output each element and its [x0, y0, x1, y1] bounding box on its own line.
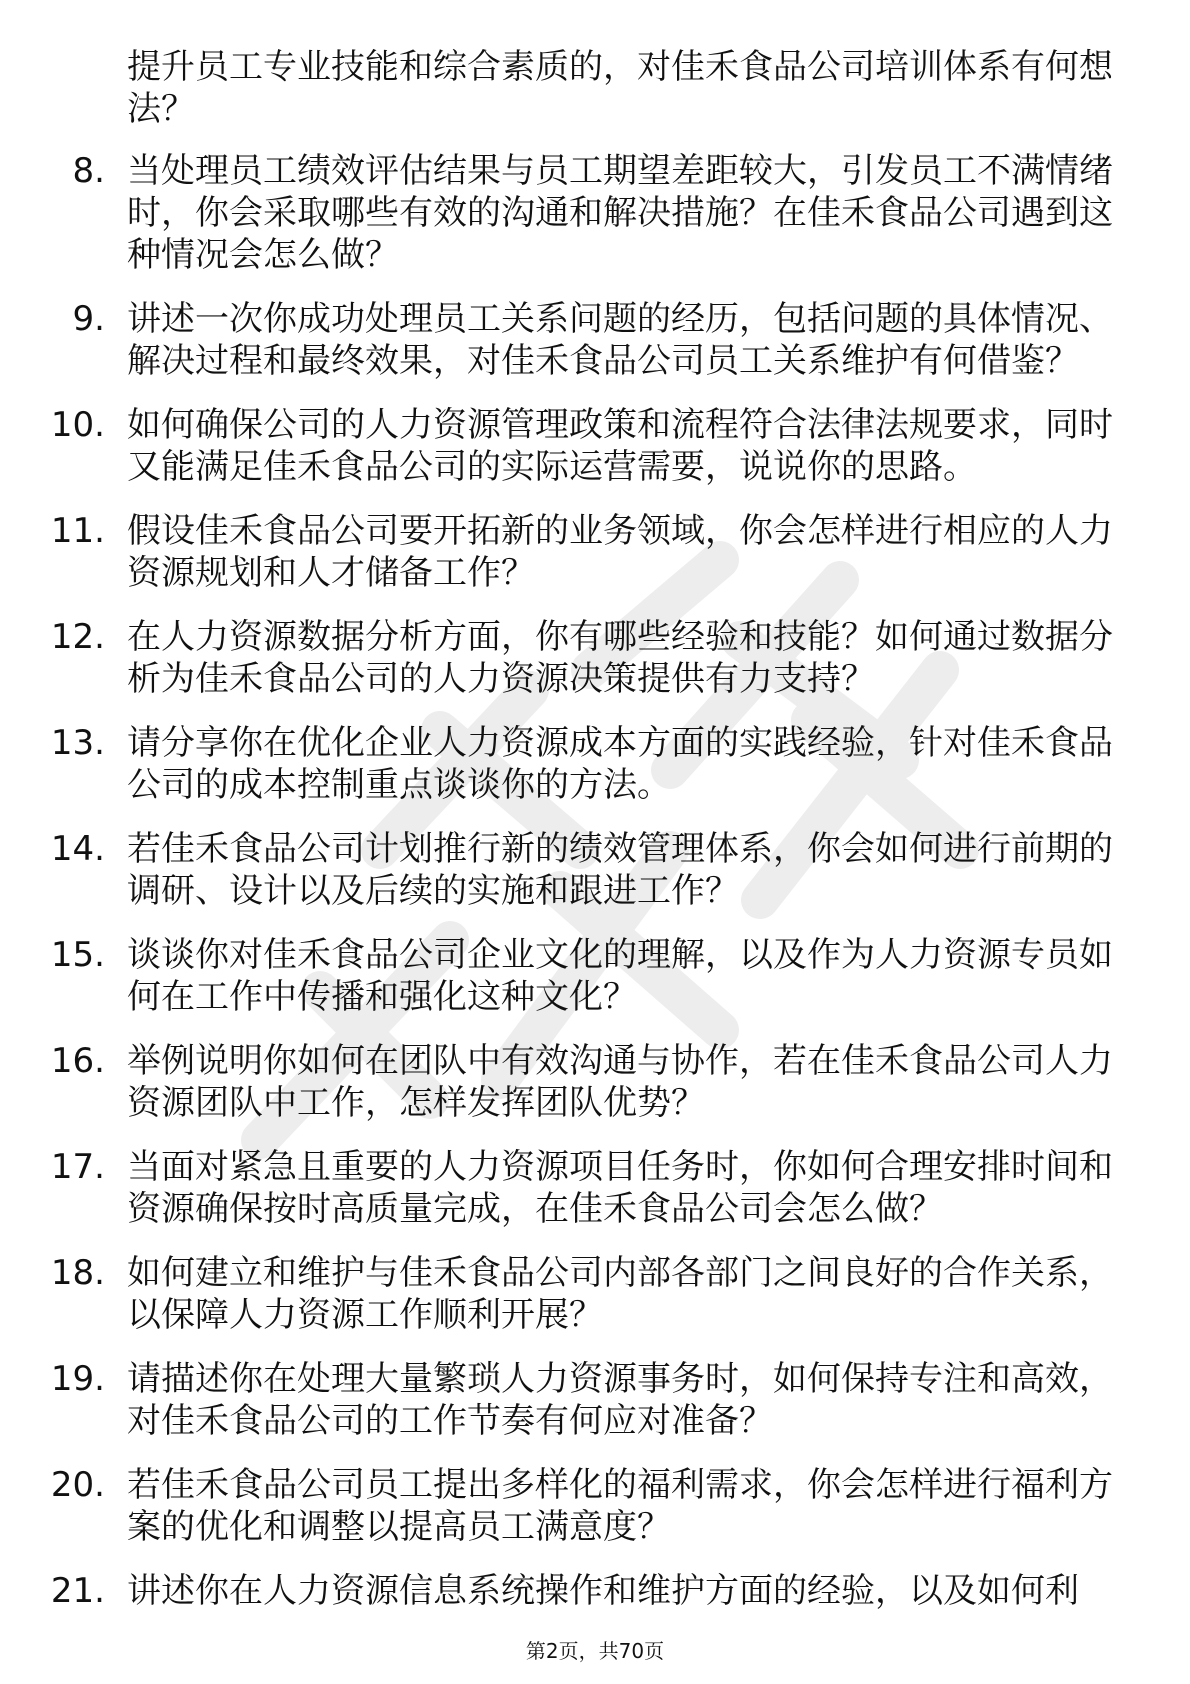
- list-item: [0, 404, 1117, 488]
- list-item: [0, 1358, 1117, 1442]
- question-text: 如何建立和维护与佳禾食品公司内部各部门之间良好的合作关系，以保障人力资源工作顺利开展？: [127, 1253, 1113, 1335]
- question-number: 17.: [50, 1147, 105, 1187]
- list-item: [0, 616, 1117, 700]
- question-number: 11.: [50, 511, 105, 551]
- question-list: [0, 150, 1190, 1634]
- list-item: [0, 1040, 1117, 1124]
- question-text: 举例说明你如何在团队中有效沟通与协作，若在佳禾食品公司人力资源团队中工作，怎样发挥团队优势？: [127, 1041, 1113, 1123]
- question-text: 当面对紧急且重要的人力资源项目任务时，你如何合理安排时间和资源确保按时高质量完成，在佳禾食品公司会怎么做？: [127, 1147, 1113, 1229]
- question-text: 假设佳禾食品公司要开拓新的业务领域，你会怎样进行相应的人力资源规划和人才储备工作？: [127, 511, 1113, 593]
- list-item: [0, 934, 1117, 1018]
- question-number: 13.: [50, 723, 105, 763]
- question-number: 12.: [50, 617, 105, 657]
- question-text: 讲述你在人力资源信息系统操作和维护方面的经验，以及如何利: [127, 1571, 1079, 1611]
- list-item: [0, 1464, 1117, 1548]
- list-item: [0, 150, 1117, 276]
- list-item: [0, 828, 1117, 912]
- list-item: [0, 722, 1117, 806]
- question-text: 请分享你在优化企业人力资源成本方面的实践经验，针对佳禾食品公司的成本控制重点谈谈你的方法。: [127, 723, 1113, 805]
- question-text: 在人力资源数据分析方面，你有哪些经验和技能？如何通过数据分析为佳禾食品公司的人力资源决策提供有力支持？: [127, 617, 1113, 699]
- continued-question-text: 提升员工专业技能和综合素质的，对佳禾食品公司培训体系有何想法？: [127, 47, 1113, 129]
- question-text: 若佳禾食品公司计划推行新的绩效管理体系，你会如何进行前期的调研、设计以及后续的实施和跟进工作？: [127, 829, 1113, 911]
- question-number: 9.: [72, 299, 105, 339]
- question-text: 如何确保公司的人力资源管理政策和流程符合法律法规要求，同时又能满足佳禾食品公司的实际运营需要，说说你的思路。: [127, 405, 1113, 487]
- list-item: [0, 298, 1117, 382]
- list-item: [0, 510, 1117, 594]
- question-text: 讲述一次你成功处理员工关系问题的经历，包括问题的具体情况、解决过程和最终效果，对佳禾食品公司员工关系维护有何借鉴？: [127, 299, 1113, 381]
- question-text: 请描述你在处理大量繁琐人力资源事务时，如何保持专注和高效，对佳禾食品公司的工作节奏有何应对准备？: [127, 1359, 1113, 1441]
- question-number: 14.: [50, 829, 105, 869]
- question-number: 20.: [50, 1465, 105, 1505]
- question-number: 19.: [50, 1359, 105, 1399]
- question-number: 18.: [50, 1253, 105, 1293]
- question-number: 8.: [72, 151, 105, 191]
- question-number: 10.: [50, 405, 105, 445]
- question-number: 15.: [50, 935, 105, 975]
- question-text: 若佳禾食品公司员工提出多样化的福利需求，你会怎样进行福利方案的优化和调整以提高员工满意度？: [127, 1465, 1113, 1547]
- question-number: 21.: [50, 1571, 105, 1611]
- list-item: [0, 1252, 1117, 1336]
- question-text: 当处理员工绩效评估结果与员工期望差距较大，引发员工不满情绪时，你会采取哪些有效的沟通和解决措施？在佳禾食品公司遇到这种情况会怎么做？: [127, 151, 1113, 275]
- question-text: 谈谈你对佳禾食品公司企业文化的理解，以及作为人力资源专员如何在工作中传播和强化这种文化？: [127, 935, 1113, 1017]
- list-item: [0, 1146, 1117, 1230]
- question-number: 16.: [50, 1041, 105, 1081]
- list-item: [0, 1570, 1117, 1612]
- page-footer: 第2页，共70页: [525, 1639, 665, 1663]
